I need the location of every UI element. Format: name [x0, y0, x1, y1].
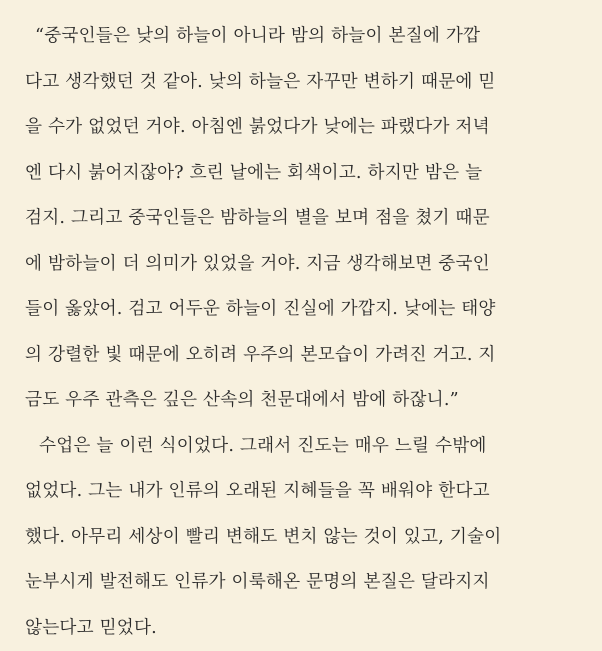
text-line: 다고 생각했던 것 같아. 낮의 하늘은 자꾸만 변하기 때문에 믿: [25, 60, 576, 106]
text-line: 않는다고 믿었다.: [25, 606, 576, 651]
text-line: 눈부시게 발전해도 인류가 이룩해온 문명의 본질은 달라지지: [25, 560, 576, 606]
text-line: “중국인들은 낮의 하늘이 아니라 밤의 하늘이 본질에 가깝: [25, 14, 576, 60]
text-line: 했다. 아무리 세상이 빨리 변해도 변치 않는 것이 있고, 기술이: [25, 515, 576, 561]
text-line: 금도 우주 관측은 깊은 산속의 천문대에서 밤에 하잖니.”: [25, 378, 576, 424]
paragraph-quote: [25, 14, 576, 424]
text-line: 에 밤하늘이 더 의미가 있었을 거야. 지금 생각해보면 중국인: [25, 242, 576, 288]
paragraph-narration: [25, 424, 576, 651]
text-line: 수업은 늘 이런 식이었다. 그래서 진도는 매우 느릴 수밖에: [25, 424, 576, 470]
text-line: 을 수가 없었던 거야. 아침엔 붉었다가 낮에는 파랬다가 저녁: [25, 105, 576, 151]
text-line: 엔 다시 붉어지잖아? 흐린 날에는 회색이고. 하지만 밤은 늘: [25, 151, 576, 197]
text-line: 의 강렬한 빛 때문에 오히려 우주의 본모습이 가려진 거고. 지: [25, 333, 576, 379]
text-line: 들이 옳았어. 검고 어두운 하늘이 진실에 가깝지. 낮에는 태양: [25, 287, 576, 333]
text-line: 없었다. 그는 내가 인류의 오래된 지혜들을 꼭 배워야 한다고: [25, 469, 576, 515]
text-line: 검지. 그리고 중국인들은 밤하늘의 별을 보며 점을 쳤기 때문: [25, 196, 576, 242]
